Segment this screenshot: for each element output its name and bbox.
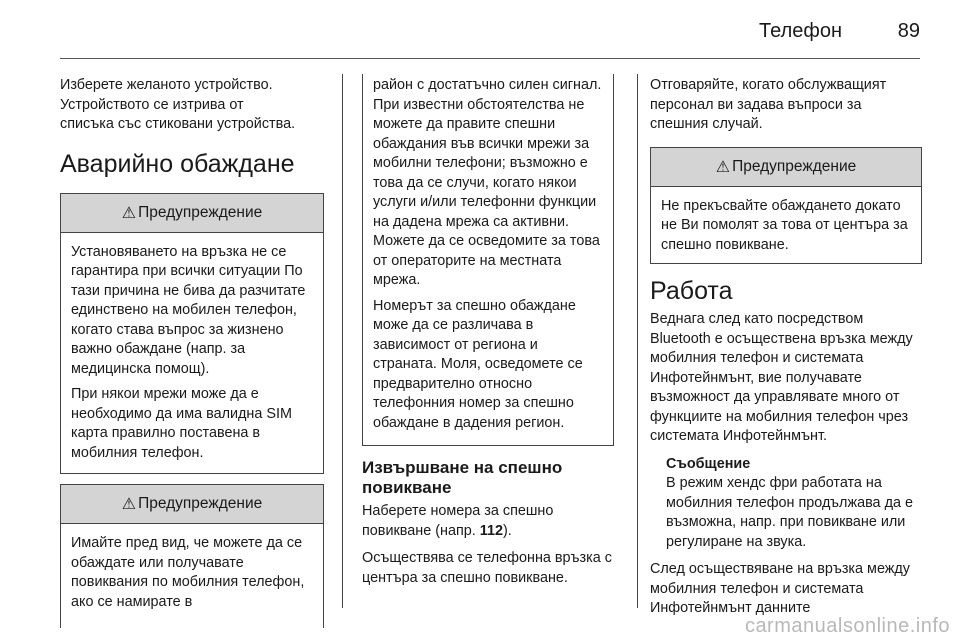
body-text: Осъществява се телефонна връзка с центъра за спешно повикване. <box>362 550 612 586</box>
body-text: Отговаряйте, когато обслужващият персонал ви задава въпроси за спешния случай. <box>650 77 887 132</box>
warning-text: При някои мрежи може да е необходимо да има валидна SIM карта правилно поставена в мобилния телефон. <box>71 386 292 461</box>
column-3 <box>650 76 922 627</box>
body-text: След осъществяване на връзка между мобилния телефон и системата Инфотейнмънт данните <box>650 561 911 616</box>
warning-box <box>60 484 324 628</box>
warning-box <box>650 147 922 265</box>
warning-body <box>61 524 323 628</box>
warning-text: Номерът за спешно обаждане може да се различава в зависимост от региона и страната. Моля, осведомете се предварително относно телефонния номер за спешно обаждане в дадения регион. <box>373 297 583 431</box>
warning-text: Установяването на връзка не се гарантира при всички ситуации По тази причина не бива да разчитате единствено на мобилен телефон, когато става въпрос за жизнено важно обаждане (напр. за медицинска помощ). <box>71 243 306 377</box>
warning-body <box>363 74 613 445</box>
warning-title: Предупреждение <box>138 495 263 512</box>
warning-body <box>651 187 921 264</box>
watermark: carmanualsonline.info <box>744 615 950 637</box>
intro-text: Изберете желаното устройство. Устройството се изтрива от списъка със стиковани устройства. <box>60 77 296 132</box>
column-2 <box>362 74 614 596</box>
page-title: Телефон <box>759 20 842 42</box>
warning-header <box>61 485 323 524</box>
warning-title: Предупреждение <box>138 203 263 221</box>
warning-header <box>61 194 323 233</box>
warning-box-continued <box>362 74 614 446</box>
section-heading-emergency-call: Аварийно обаждане <box>60 149 295 178</box>
note-text: В режим хендс фри работата на мобилния телефон продължава да е възможна, напр. при повикване или регулиране на звука. <box>666 475 913 550</box>
warning-icon: ⚠ <box>121 204 137 222</box>
section-heading-make-emergency-call: Извършване на спешно повикване <box>362 458 563 497</box>
warning-icon: ⚠ <box>121 496 137 513</box>
column-1 <box>60 76 324 638</box>
warning-title: Предупреждение <box>732 157 857 175</box>
body-text: Наберете номера за спешно повикване (напр. 112). <box>362 503 554 539</box>
warning-body <box>61 233 323 474</box>
emergency-number: 112 <box>479 522 503 539</box>
column-divider-2 <box>637 74 638 608</box>
column-divider-1 <box>342 74 343 608</box>
body-text: Веднага след като посредством Bluetooth е осъществена връзка между мобилния телефон и системата Инфотейнмънт, вие получавате възможност да управлявате много от функциите на мобилния телефон чрез системата Инфотейнмънт. <box>650 311 913 444</box>
page-header <box>0 0 960 62</box>
section-heading-operation: Работа <box>650 277 733 305</box>
header-divider <box>60 58 920 59</box>
page-number: 89 <box>897 20 920 42</box>
note-block <box>666 455 922 553</box>
warning-text: Имайте пред вид, че можете да се обаждате или получавате повиквания по мобилния телефон, ако се намирате в <box>71 535 305 610</box>
warning-header <box>651 148 921 187</box>
warning-text: район с достатъчно силен сигнал. При известни обстоятелства не можете да правите спешни обаждания във всички мрежи за мобилни телефони; възможно е това да се случи, когато някои услуги и/или телефонни функции на дадена мрежа са активни. Можете да се осведомите за това от операторите на местната мрежа. <box>373 77 602 288</box>
warning-text: Не прекъсвайте обаждането докато не Ви помолят за това от центъра за спешно повикване. <box>661 197 908 253</box>
warning-icon: ⚠ <box>715 158 731 176</box>
warning-box <box>60 193 324 475</box>
note-title: Съобщение <box>666 455 751 472</box>
